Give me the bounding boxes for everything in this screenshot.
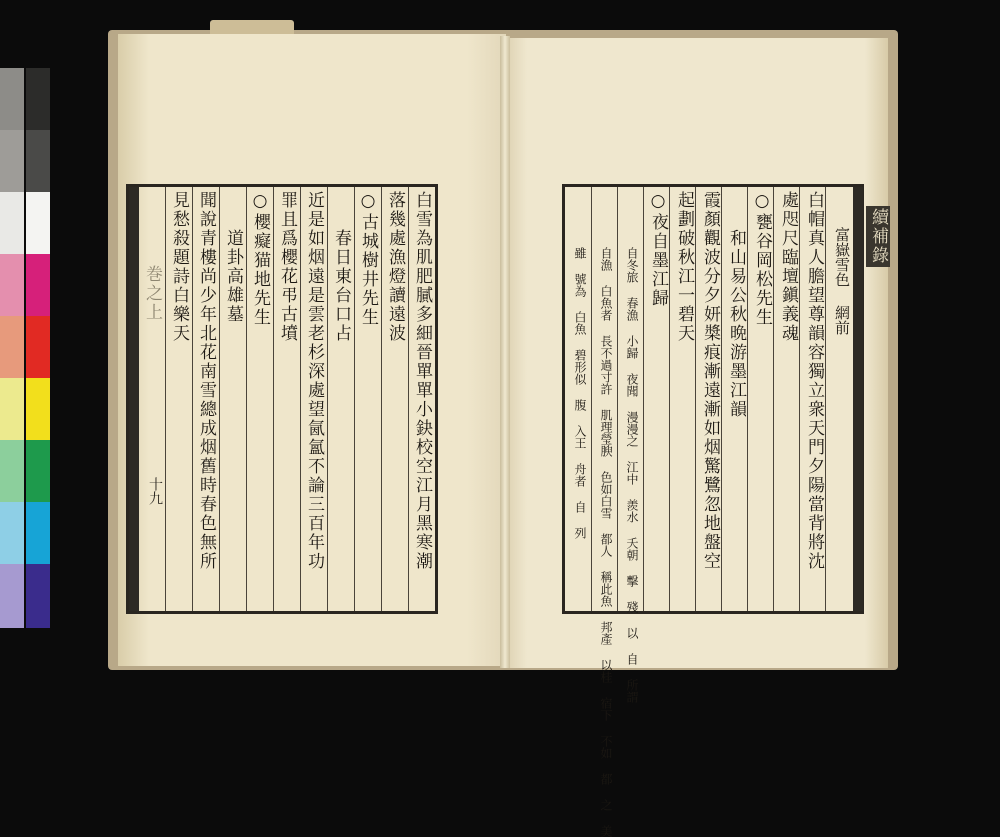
green-swatch [26,440,50,502]
gray-swatch [26,130,50,192]
text-column: 白帽真人膽望尊韻容獨立衆天門夕陽當背將沈 [804,191,824,571]
text-column: 霞顏觀波分夕妍槳痕漸遠漸如烟驚鷺忽地盤空 [700,191,720,571]
poem-title-column: 富嶽雪色 網前 [833,227,851,335]
column-rule [695,187,696,611]
purple-swatch [26,564,50,628]
text-column: 聞說青樓尚少年北花南雪總成烟舊時春色無所 [196,191,216,571]
text-column: 處咫尺臨壇鎭義魂 [778,191,798,343]
page-tab [210,20,294,34]
column-rule [617,187,618,611]
cyan-swatch [26,502,50,564]
column-rule [721,187,722,611]
column-rule [747,187,748,611]
text-column: 罪且爲櫻花弔古墳 [277,191,297,343]
column-rule [219,187,220,611]
column-rule [591,187,592,611]
left-text-frame [126,184,438,614]
column-rule [825,187,826,611]
pale-yellow-swatch [0,378,24,440]
text-column: ○甕谷岡松先生 [752,191,772,327]
text-column: ○夜自墨江歸 [648,191,668,308]
column-rule [773,187,774,611]
column-rule [381,187,382,611]
column-rule [354,187,355,611]
gray-swatch [0,68,24,130]
column-rule [643,187,644,611]
gray-swatch [0,130,24,192]
annotation-column: 雖 號為 白魚 碧形似 腹 入王 舟者 自 列 [573,247,587,539]
text-column: ○櫻癡猫地先生 [250,191,270,327]
book-gutter [500,36,510,668]
red-swatch [26,316,50,378]
column-rule [165,187,166,611]
text-column: 道卦高雄墓 [223,229,243,324]
yellow-swatch [26,378,50,440]
column-rule [669,187,670,611]
text-column: 近是如烟遠是雲老杉深處望氤氳不論三百年功 [304,191,324,571]
right-margin-label: 續補錄 [868,208,888,265]
right-text-frame [562,184,864,837]
text-column: 春日東台口占 [331,229,351,343]
text-column: 見愁殺題詩白樂天 [169,191,189,343]
column-rule [192,187,193,611]
margin-label: 巻之上 [142,265,162,322]
white-swatch [26,192,50,254]
column-rule [408,187,409,611]
pale-cyan-swatch [0,502,24,564]
gray-swatch [26,68,50,130]
pink-swatch [0,254,24,316]
text-column: ○古城樹井先生 [358,191,378,327]
left-margin-strip [129,187,139,611]
pale-green-swatch [0,440,24,502]
lavender-swatch [0,564,24,628]
white-swatch [0,192,24,254]
text-column: 起劃破秋江一碧天 [674,191,694,343]
annotation-column: 自漁 白魚者 長不過寸許 肌理瑩腴 色如白雪 都人 稱此魚 邦產 以桂 宿下 不如 都 之 美 [599,247,613,837]
text-column: 白雪為肌肥膩多細晉單單小鈌校空江月黑寒潮 [412,191,432,571]
folio-number: 十九 [147,477,163,505]
column-rule [246,187,247,611]
salmon-swatch [0,316,24,378]
column-rule [273,187,274,611]
color-calibration-bar [0,68,50,628]
magenta-swatch [26,254,50,316]
column-rule [327,187,328,611]
annotation-column: 自冬旅 春漁 小歸 夜聞 漫漫之 江中 羨水 夭朝 擊 殘 以 自 所謂 [625,247,639,703]
text-column: 落幾處漁燈讀遠波 [385,191,405,343]
right-margin-strip [853,187,863,611]
column-rule [300,187,301,611]
column-rule [799,187,800,611]
text-column: 和山易公秋晩游墨江韻 [726,229,746,419]
